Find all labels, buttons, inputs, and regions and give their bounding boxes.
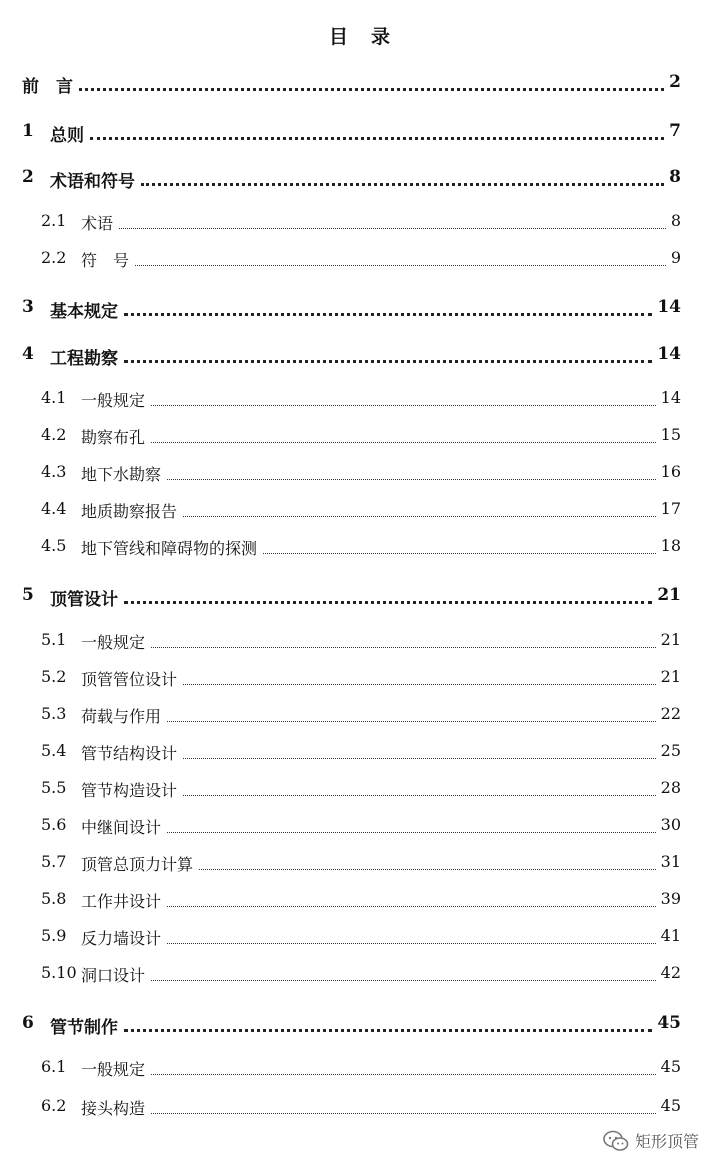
toc-entry-number: 5.8 (41, 889, 67, 908)
toc-entry-title: 顶管管位设计 (81, 667, 181, 690)
toc-leader-dots (151, 980, 656, 981)
toc-entry-number: 5.4 (41, 741, 67, 760)
toc-entry-number: 4.5 (41, 536, 67, 555)
toc-chapter-entry[interactable] (0, 167, 721, 191)
toc-entry-number: 4 (22, 344, 34, 364)
toc-page-number: 18 (658, 536, 681, 555)
toc-page-number: 42 (658, 963, 681, 982)
toc-entry-number: 4.2 (41, 425, 67, 444)
toc-leader-dots (79, 88, 664, 91)
toc-entry-title: 地下水勘察 (81, 462, 165, 485)
toc-leader-dots (90, 137, 664, 140)
toc-entry-title: 反力墙设计 (81, 926, 165, 949)
wechat-icon (603, 1130, 629, 1152)
toc-page-number: 25 (658, 741, 681, 760)
toc-page-number: 21 (658, 667, 681, 686)
toc-leader-dots (124, 313, 652, 316)
toc-chapter-entry[interactable] (0, 1013, 721, 1037)
toc-leader-dots (183, 758, 656, 759)
toc-entry-title: 接头构造 (81, 1096, 149, 1119)
toc-page-number: 14 (654, 297, 681, 317)
toc-page-number: 45 (654, 1013, 681, 1033)
toc-entry-number: 4.3 (41, 462, 67, 481)
toc-section-entry[interactable] (0, 889, 721, 913)
toc-leader-dots (135, 265, 666, 266)
toc-chapter-entry[interactable] (0, 585, 721, 609)
toc-entry-title: 工程勘察 (50, 344, 122, 369)
toc-section-entry[interactable] (0, 926, 721, 950)
toc-section-entry[interactable] (0, 852, 721, 876)
toc-leader-dots (167, 479, 656, 480)
toc-page-number: 8 (668, 211, 681, 230)
toc-entry-number: 6.2 (41, 1096, 67, 1115)
toc-leader-dots (263, 553, 656, 554)
toc-entry-title: 一般规定 (81, 1057, 149, 1080)
toc-section-entry[interactable] (0, 1096, 721, 1120)
toc-entry-number: 6 (22, 1013, 34, 1033)
toc-entry-title: 总则 (50, 121, 88, 146)
toc-entry-title: 管节构造设计 (81, 778, 181, 801)
toc-section-entry[interactable] (0, 1057, 721, 1081)
toc-section-entry[interactable] (0, 425, 721, 449)
toc-chapter-entry[interactable] (0, 344, 721, 368)
toc-section-entry[interactable] (0, 667, 721, 691)
toc-leader-dots (183, 795, 656, 796)
toc-entry-number: 1 (22, 121, 34, 141)
toc-page-number: 2 (666, 72, 681, 92)
toc-page-number: 31 (658, 852, 681, 871)
toc-entry-number: 4.1 (41, 388, 67, 407)
toc-entry-number: 5.3 (41, 704, 67, 723)
toc-entry-number: 2 (22, 167, 34, 187)
toc-leader-dots (141, 183, 664, 186)
toc-entry-title: 洞口设计 (81, 963, 149, 986)
toc-entry-title: 中继间设计 (81, 815, 165, 838)
toc-page-number: 15 (658, 425, 681, 444)
toc-leader-dots (151, 647, 656, 648)
toc-title: 目 录 (328, 26, 392, 48)
toc-page-number: 9 (668, 248, 681, 267)
toc-leader-dots (167, 906, 656, 907)
toc-section-entry[interactable] (0, 741, 721, 765)
toc-page-number: 21 (658, 630, 681, 649)
toc-section-entry[interactable] (0, 778, 721, 802)
toc-entry-title: 基本规定 (50, 297, 122, 322)
toc-entry-title: 术语和符号 (50, 167, 139, 192)
toc-entry-number: 2.1 (41, 211, 67, 230)
toc-entry-number: 5.1 (41, 630, 67, 649)
toc-leader-dots (199, 869, 656, 870)
toc-entry-title: 荷载与作用 (81, 704, 165, 727)
toc-leader-dots (167, 943, 656, 944)
toc-entry-number: 4.4 (41, 499, 67, 518)
toc-entry-number: 5.9 (41, 926, 67, 945)
toc-entry-title: 符 号 (81, 248, 133, 271)
toc-entry-title: 管节制作 (50, 1013, 122, 1038)
watermark-text: 矩形顶管 (634, 1132, 699, 1151)
toc-chapter-entry[interactable] (0, 72, 721, 96)
toc-entry-number: 6.1 (41, 1057, 67, 1076)
toc-page-number: 22 (658, 704, 681, 723)
toc-page-number: 41 (658, 926, 681, 945)
toc-section-entry[interactable] (0, 499, 721, 523)
toc-entry-number: 5 (22, 585, 34, 605)
toc-leader-dots (124, 601, 652, 604)
toc-entry-number: 5.2 (41, 667, 67, 686)
toc-entry-number: 5.5 (41, 778, 67, 797)
toc-chapter-entry[interactable] (0, 121, 721, 145)
toc-page-number: 45 (658, 1057, 681, 1076)
toc-entry-title: 一般规定 (81, 630, 149, 653)
toc-entry-title: 地下管线和障碍物的探测 (81, 536, 261, 559)
toc-section-entry[interactable] (0, 536, 721, 560)
toc-page-number: 14 (658, 388, 681, 407)
toc-section-entry[interactable] (0, 248, 721, 272)
toc-page-number: 45 (658, 1096, 681, 1115)
toc-leader-dots (151, 442, 656, 443)
toc-section-entry[interactable] (0, 462, 721, 486)
toc-entry-number: 2.2 (41, 248, 67, 267)
toc-entry-number: 3 (22, 297, 34, 317)
toc-page-number: 14 (654, 344, 681, 364)
toc-section-entry[interactable] (0, 704, 721, 728)
toc-entry-title: 一般规定 (81, 388, 149, 411)
toc-leader-dots (124, 1029, 652, 1032)
toc-entry-title: 顶管设计 (50, 585, 122, 610)
toc-page-number: 21 (654, 585, 681, 605)
toc-entry-number: 5.7 (41, 852, 67, 871)
toc-entry-number: 5.10 (41, 963, 77, 982)
toc-entry-title: 顶管总顶力计算 (81, 852, 197, 875)
toc-leader-dots (167, 721, 656, 722)
toc-entry-title: 工作井设计 (81, 889, 165, 912)
toc-page-number: 30 (658, 815, 681, 834)
toc-entry-title: 管节结构设计 (81, 741, 181, 764)
toc-page-number: 39 (658, 889, 681, 908)
toc-leader-dots (124, 360, 652, 363)
toc-section-entry[interactable] (0, 815, 721, 839)
toc-leader-dots (119, 228, 666, 229)
toc-page-number: 16 (658, 462, 681, 481)
toc-section-entry[interactable] (0, 963, 721, 987)
toc-leader-dots (151, 1074, 656, 1075)
toc-entry-title: 地质勘察报告 (81, 499, 181, 522)
toc-leader-dots (183, 516, 656, 517)
toc-section-entry[interactable] (0, 630, 721, 654)
toc-page-number: 28 (658, 778, 681, 797)
toc-entry-number: 5.6 (41, 815, 67, 834)
toc-page-number: 8 (666, 167, 681, 187)
toc-section-entry[interactable] (0, 211, 721, 235)
toc-chapter-entry[interactable] (0, 297, 721, 321)
toc-leader-dots (183, 684, 656, 685)
toc-entry-title: 勘察布孔 (81, 425, 149, 448)
toc-leader-dots (151, 405, 656, 406)
toc-entry-number: 前 言 (22, 77, 73, 97)
toc-leader-dots (167, 832, 656, 833)
watermark (603, 1129, 699, 1152)
toc-entry-title: 术语 (81, 211, 117, 234)
toc-section-entry[interactable] (0, 388, 721, 412)
toc-page-number: 7 (666, 121, 681, 141)
toc-leader-dots (151, 1113, 656, 1114)
toc-page-number: 17 (658, 499, 681, 518)
